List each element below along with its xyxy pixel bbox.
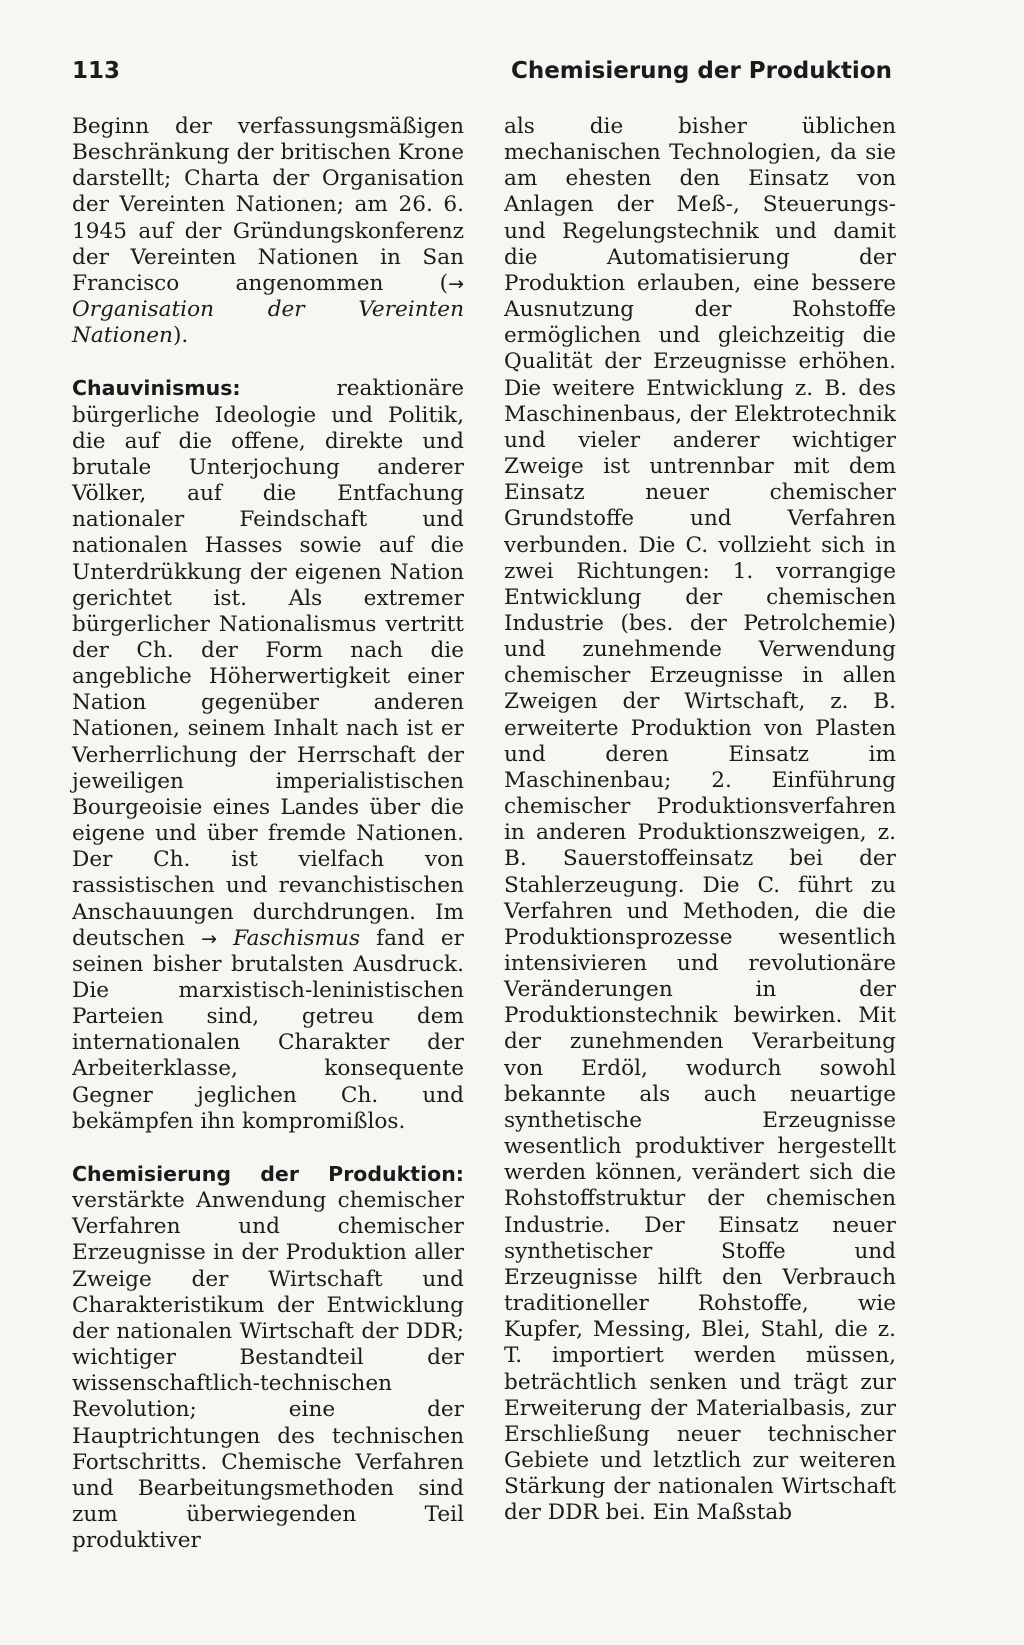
cross-reference-arrow-icon: → bbox=[448, 272, 464, 295]
left-column bbox=[72, 114, 464, 1554]
cross-reference-arrow-icon: → bbox=[201, 927, 217, 950]
cross-reference: Faschismus bbox=[233, 925, 361, 951]
running-head: Chemisierung der Produktion bbox=[510, 58, 892, 84]
right-column bbox=[504, 114, 896, 1526]
page-header bbox=[72, 58, 892, 94]
entry-continuation bbox=[72, 114, 464, 349]
entry-text: Beginn der verfassungsmäßigen Beschränkung der britischen Krone darstellt; Charta der Organisation der Vereinten Nationen; am 26. 6. 1945 auf der Gründungskonferenz der Vereinten Nationen in San Francisco angenommen ( bbox=[72, 114, 464, 296]
entry-text-tail: ). bbox=[172, 323, 189, 349]
entry-chemisierung-continuation: als die bisher üblichen mechanischen Technologien, da sie am ehesten den Einsatz von Anlagen der Meß-, Steuerungs- und Regelungstechnik und damit die Automatisierung der Produktion erlauben, eine bessere Ausnutzung der Rohstoffe ermöglichen und gleichzeitig die Qualität der Erzeugnisse erhöhen. Die weitere Entwicklung z. B. des Maschinenbaus, der Elektrotechnik und vieler anderer wichtiger Zweige ist untrennbar mit dem Einsatz neuer chemischer Grundstoffe und Verfahren verbunden. Die C. vollzieht sich in zwei Richtungen: 1. vorrangige Entwicklung der chemischen Industrie (bes. der Petrolchemie) und zunehmende Verwendung chemischer Erzeugnisse in allen Zweigen der Wirtschaft, z. B. erweiterte Produktion von Plasten und deren Einsatz im Maschinenbau; 2. Einführung chemischer Produktionsverfahren in anderen Produktionszweigen, z. B. Sauerstoffeinsatz bei der Stahlerzeugung. Die C. führt zu Verfahren und Methoden, die die Produktionsprozesse wesentlich intensivieren und revolutionäre Veränderungen in der Produktionstechnik bewirken. Mit der zunehmenden Verarbeitung von Erdöl, wodurch sowohl bekannte als auch neuartige synthetische Erzeugnisse wesentlich produktiver hergestellt werden können, verändert sich die Rohstoffstruktur der chemischen Industrie. Der Einsatz neuer synthetischer Stoffe und Erzeugnisse hilft den Verbrauch traditioneller Rohstoffe, wie Kupfer, Messing, Blei, Stahl, die z. T. importiert werden müssen, beträchtlich senken und trägt zur Erweiterung der Materialbasis, zur Erschließung neuer technischer Gebiete und letztlich zur weiteren Stärkung der nationalen Wirtschaft der DDR bei. Ein Maßstab bbox=[504, 114, 896, 1526]
page-number: 113 bbox=[72, 58, 121, 84]
entry-text: fand er seinen bisher brutalsten Ausdruck. Die marxistisch-leninistischen Parteien sind, getreu dem internationalen Charakter der Arbeiterklasse, konsequente Gegner jeglichen Ch. und bekämpfen ihn kompromißlos. bbox=[72, 925, 464, 1134]
entry-chemisierung bbox=[72, 1161, 464, 1554]
entry-text: reaktionäre bürgerliche Ideologie und Politik, die auf die offene, direkte und brutale Unterjochung anderer Völker, auf die Entfachung nationaler Feindschaft und nationalen Hasses sowie auf die Unterdrükkung der eigenen Nation gerichtet ist. Als extremer bürgerlicher Nationalismus vertritt der Ch. der Form nach die angebliche Höherwertigkeit einer Nation gegenüber anderen Nationen, seinem Inhalt nach ist er Verherrlichung der Herrschaft der jeweiligen imperialistischen Bourgeoisie eines Landes über die eigene und über fremde Nationen. Der Ch. ist vielfach von rassistischen und revanchistischen Anschauungen durchdrungen. Im deutschen bbox=[72, 376, 464, 951]
entry-term: Chemisierung der Produktion: bbox=[72, 1161, 464, 1186]
entry-term: Chauvinismus: bbox=[72, 376, 241, 401]
entry-text: verstärkte Anwendung chemischer Verfahren und chemischer Erzeugnisse in der Produktion aller Zweige der Wirtschaft und Charakteristikum der Entwicklung der nationalen Wirtschaft der DDR; wichtiger Bestandteil der wissenschaftlich-technischen Revolution; eine der Hauptrichtungen des technischen Fortschritts. Chemische Verfahren und Bearbeitungsmethoden sind zum überwiegenden Teil produktiver bbox=[72, 1188, 464, 1554]
cross-reference: Organisation der Vereinten Nationen bbox=[72, 297, 464, 349]
entry-chauvinismus bbox=[72, 375, 464, 1135]
